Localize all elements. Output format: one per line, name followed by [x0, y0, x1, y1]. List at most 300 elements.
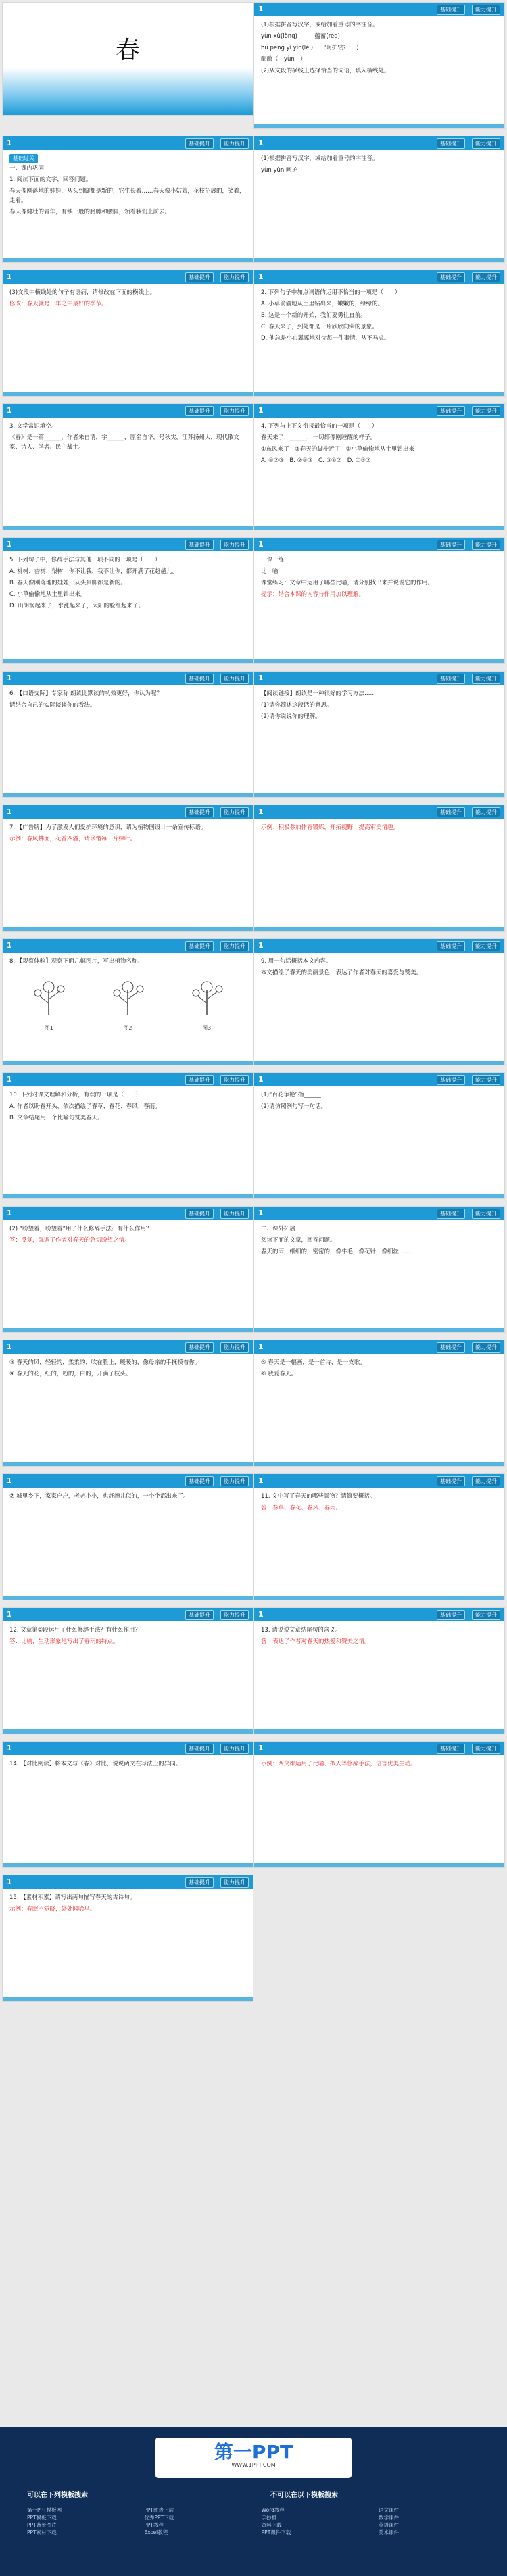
slide-footer-strip — [254, 659, 504, 663]
slide-content — [254, 685, 504, 728]
text-line: yùn yùn 呵护 — [261, 167, 298, 174]
text-line: 《春》是一篇______，作者朱自清，字______，原名自华，号秋实，江苏扬州人，现代散文家、诗人、学者、民主战士。 — [9, 434, 240, 451]
slide-footer-strip — [3, 1194, 253, 1198]
slide-content — [254, 819, 504, 838]
basic-improve-button[interactable]: 基础提升 — [437, 272, 465, 282]
basic-improve-button[interactable]: 基础提升 — [437, 1610, 465, 1620]
slide-content — [3, 1354, 253, 1385]
text-line: (2)从文段的横线上选择恰当的词语，填入横线处。 — [261, 68, 390, 74]
basic-improve-button[interactable]: 基础提升 — [185, 1209, 214, 1219]
text-line: 5. 下列句子中，修辞手法与其他三项不同的一项是（ ） — [9, 557, 161, 563]
ability-improve-button[interactable]: 能力提升 — [472, 1209, 500, 1219]
title-wave — [3, 68, 253, 115]
slide-content — [3, 150, 253, 223]
basic-improve-button[interactable]: 基础提升 — [185, 1342, 214, 1353]
slide-content — [254, 418, 504, 472]
slide-card — [254, 3, 504, 128]
text-line: ①东风来了 ②春天的脚步近了 ③小草偷偷地从土里钻出来 — [261, 446, 414, 453]
slide-content — [3, 284, 253, 315]
ability-improve-button[interactable]: 能力提升 — [472, 941, 500, 951]
basic-improve-button[interactable]: 基础提升 — [437, 674, 465, 684]
slide-card — [254, 672, 504, 797]
slide-footer-strip — [3, 1462, 253, 1466]
text-line: 比 喻 — [261, 568, 279, 575]
ad-link[interactable]: PPT素材下载 — [27, 2529, 57, 2535]
ad-link[interactable]: 数学课件 — [378, 2515, 399, 2521]
slide-header-bar — [3, 136, 253, 150]
basic-improve-button[interactable]: 基础提升 — [185, 540, 214, 550]
slide-card — [3, 1608, 253, 1734]
slide-footer-strip — [254, 927, 504, 931]
text-line: A. 作者以盼春开头，依次描绘了春草、春花、春风、春雨。 — [9, 1103, 161, 1110]
slide-number: 1 — [7, 1877, 12, 1886]
text-line: 9. 用一句话概括本文内容。 — [261, 958, 332, 965]
text-line: (1)“百花争艳”指______ — [261, 1092, 321, 1098]
slide-footer-strip — [3, 1061, 253, 1065]
slide-header-bar — [3, 538, 253, 551]
ability-improve-button[interactable]: 能力提升 — [220, 674, 249, 684]
slide-number: 1 — [258, 1744, 264, 1752]
slide-header-bar — [254, 1474, 504, 1488]
slide-number: 1 — [258, 138, 264, 147]
text-line: 示例：两文都运用了比喻、拟人等修辞手法，语言优美生动。 — [261, 1761, 416, 1767]
slide-card — [3, 805, 253, 931]
basic-improve-button[interactable]: 基础提升 — [437, 1342, 465, 1353]
slide-card — [254, 1207, 504, 1332]
slide-header-bar — [254, 3, 504, 16]
ability-improve-button[interactable]: 能力提升 — [472, 1342, 500, 1353]
slide-card — [254, 1474, 504, 1600]
ad-col-2 — [144, 2506, 245, 2536]
slide-card — [254, 538, 504, 663]
slide-content — [3, 551, 253, 617]
text-line: 7. 【广告牌】为了激发人们爱护环境的意识，请为植物园设计一条宣传标语。 — [9, 824, 207, 831]
slide-content — [254, 1621, 504, 1652]
text-line: B. 文章结尾用三个比喻句赞美春天。 — [9, 1115, 103, 1121]
slide-card — [254, 1340, 504, 1466]
text-line: (2)请你说说你的理解。 — [261, 713, 321, 720]
text-line: 修改：春天就是一年之中最好的季节。 — [9, 301, 107, 307]
slide-content — [3, 1220, 253, 1251]
slide-footer-strip — [3, 659, 253, 663]
brand-logo[interactable] — [155, 2438, 352, 2478]
brand-logo-text: 第一PPT — [214, 2441, 293, 2463]
ability-improve-button[interactable]: 能力提升 — [220, 1075, 249, 1085]
slide-card — [3, 1474, 253, 1600]
text-line: 提示：结合本课的内容与作用加以理解。 — [261, 591, 365, 598]
ability-improve-button[interactable]: 能力提升 — [472, 272, 500, 282]
slide-card — [3, 939, 253, 1065]
slide-content — [254, 551, 504, 605]
text-line: 本文描绘了春天的美丽景色，表达了作者对春天的喜爱与赞美。 — [261, 969, 422, 976]
text-line: 示例：积极参加体育锻炼，开拓视野，提高审美情趣。 — [261, 824, 400, 831]
slide-content — [3, 1621, 253, 1652]
ability-improve-button[interactable]: 能力提升 — [472, 1744, 500, 1754]
slide-header-bar — [254, 1608, 504, 1621]
plant-figure — [183, 973, 231, 1031]
text-line: 11. 文中写了春天的哪些景物？请简要概括。 — [261, 1493, 376, 1500]
ability-improve-button[interactable]: 能力提升 — [472, 540, 500, 550]
slide-header-bar — [3, 270, 253, 284]
basic-improve-button[interactable]: 基础提升 — [437, 807, 465, 817]
text-line: hú pēng yǐ yǐn(léi) '呵护'亦 ) — [261, 45, 359, 51]
slide-content — [3, 1086, 253, 1129]
slide-footer-strip — [254, 1596, 504, 1600]
slide-footer-strip — [254, 1462, 504, 1466]
slide-header-bar — [3, 672, 253, 685]
ad-col-4 — [379, 2506, 480, 2536]
slide-header-bar — [3, 1340, 253, 1354]
slide-footer-strip — [254, 1328, 504, 1332]
ad-link[interactable]: PPT背景图片 — [27, 2522, 57, 2528]
slide-header-bar — [3, 939, 253, 953]
slide-number: 1 — [7, 1075, 12, 1084]
ad-link[interactable]: 英语课件 — [378, 2522, 399, 2528]
slide-card — [254, 805, 504, 931]
text-line: ④ 春天的花，红的，粉的，白的，开满了枝头。 — [9, 1371, 132, 1378]
slide-footer-strip — [254, 1729, 504, 1734]
slide-content — [254, 1220, 504, 1263]
slide-footer-strip — [254, 526, 504, 530]
slide-header-bar — [254, 1207, 504, 1220]
slide-footer-strip — [254, 793, 504, 797]
section-badge: 基础过关 — [9, 154, 38, 163]
slide-content — [3, 1755, 253, 1775]
slide-number: 1 — [258, 807, 264, 816]
slide-footer-strip — [3, 258, 253, 262]
slide-number: 1 — [258, 272, 264, 281]
slide-content — [3, 418, 253, 458]
slide-number: 1 — [7, 807, 12, 816]
ad-col-3 — [262, 2506, 363, 2536]
slide-card — [254, 1742, 504, 1867]
ad-link[interactable]: PPT模板下载 — [27, 2515, 57, 2521]
slide-number: 1 — [258, 941, 264, 950]
slide-card — [254, 404, 504, 530]
slide-number: 1 — [258, 1342, 264, 1351]
slide-number: 1 — [258, 1610, 264, 1619]
ability-improve-button[interactable]: 能力提升 — [472, 138, 500, 149]
basic-improve-button[interactable]: 基础提升 — [185, 1075, 214, 1085]
ability-improve-button[interactable]: 能力提升 — [472, 1610, 500, 1620]
slide-content — [254, 1354, 504, 1385]
basic-improve-button[interactable]: 基础提升 — [185, 1610, 214, 1620]
slide-content — [254, 1488, 504, 1519]
slide-content — [3, 819, 253, 850]
ability-improve-button[interactable]: 能力提升 — [472, 406, 500, 416]
text-line: 1. 阅读下面的文字，回答问题。 — [9, 176, 92, 183]
slide-header-bar — [254, 538, 504, 551]
text-line: ③ 春天的风，轻轻的，柔柔的，吹在脸上，暖暖的，像母亲的手抚摸着你。 — [9, 1359, 201, 1366]
slide-header-bar — [254, 1073, 504, 1086]
slide-footer-strip — [3, 927, 253, 931]
text-line: 一课一练 — [261, 557, 285, 563]
slide-number: 1 — [258, 5, 264, 14]
ability-improve-button[interactable]: 能力提升 — [220, 1610, 249, 1620]
ability-improve-button[interactable]: 能力提升 — [472, 5, 500, 15]
text-line: 课堂练习：文章中运用了哪些比喻，请分别找出来并说说它的作用。 — [261, 580, 434, 586]
slide-header-bar — [3, 1073, 253, 1086]
title-text: 春 — [115, 36, 140, 64]
slide-footer-strip — [3, 1997, 253, 2001]
basic-improve-button[interactable]: 基础提升 — [185, 1877, 214, 1888]
slide-number: 1 — [258, 1476, 264, 1485]
text-line: 答：反复，强调了作者对春天的急切盼望之情。 — [9, 1237, 130, 1244]
slide-card — [254, 939, 504, 1065]
basic-improve-button[interactable]: 基础提升 — [185, 272, 214, 282]
slide-content — [254, 1755, 504, 1775]
text-line: C. 春天来了，到处都是一片欣欣向荣的景象。 — [261, 324, 378, 330]
text-line: 【阅读链接】朗读是一种很好的学习方法…… — [261, 690, 377, 697]
text-line: (1)根据拼音写汉字，或给加着重号的字注音。 — [261, 22, 379, 28]
slide-card — [3, 538, 253, 663]
text-line: A. ①②③ B. ②①③ C. ③①② D. ①③② — [261, 457, 371, 464]
ad-link[interactable]: 第一PPT模板网 — [27, 2507, 62, 2513]
title-slide — [3, 3, 253, 115]
slide-content — [254, 953, 504, 984]
slide-number: 1 — [258, 406, 264, 415]
basic-improve-button[interactable]: 基础提升 — [437, 138, 465, 149]
text-line: 春天像健壮的青年，有铁一般的胳膊和腰脚，领着我们上前去。 — [9, 209, 171, 216]
basic-improve-button[interactable]: 基础提升 — [185, 406, 214, 416]
text-line: 答：表达了作者对春天的热爱和赞美之情。 — [261, 1638, 370, 1645]
slide-number: 1 — [258, 540, 264, 549]
text-line: yùn xù(lòng) 蕴蓄(red) — [261, 33, 340, 40]
slide-footer-strip — [3, 1729, 253, 1734]
slide-header-bar — [254, 404, 504, 418]
basic-improve-button[interactable]: 基础提升 — [185, 674, 214, 684]
brand-logo-sub: WWW.1PPT.COM — [231, 2462, 276, 2468]
text-line: 15. 【素材积累】请写出两句描写春天的古诗句。 — [9, 1894, 136, 1901]
slide-header-bar — [254, 939, 504, 953]
slide-number: 1 — [7, 406, 12, 415]
text-line: 春天来了，______，一切都像刚睡醒的样子。 — [261, 434, 377, 441]
text-line: 示例：春风拂面，花香四溢，请珍惜每一片绿叶。 — [9, 836, 137, 842]
slide-footer-strip — [254, 1061, 504, 1065]
slide-card — [254, 1073, 504, 1198]
ad-link[interactable]: Excel教程 — [144, 2529, 168, 2535]
text-line: 12. 文章第②段运用了什么修辞手法？有什么作用？ — [9, 1627, 141, 1634]
text-line: 二、课外拓展 — [261, 1226, 296, 1232]
ad-link[interactable]: Word教程 — [261, 2507, 285, 2513]
slide-number: 1 — [258, 1075, 264, 1084]
slide-content — [254, 16, 504, 82]
ability-improve-button[interactable]: 能力提升 — [220, 1877, 249, 1888]
text-line: 答：春草、春花、春风、春雨。 — [261, 1505, 342, 1511]
slide-content — [254, 150, 504, 181]
text-line: 13. 请说说文章结尾句的含义。 — [261, 1627, 341, 1634]
ad-link[interactable]: 语文课件 — [378, 2507, 399, 2513]
slide-card — [254, 136, 504, 262]
ability-improve-button[interactable]: 能力提升 — [220, 1342, 249, 1353]
plant-caption: 图2 — [123, 1025, 132, 1031]
ability-improve-button[interactable]: 能力提升 — [472, 1476, 500, 1486]
slide-header-bar — [254, 270, 504, 284]
slide-card — [3, 1742, 253, 1867]
slide-content — [254, 284, 504, 349]
text-line: 6. 【口语交际】专家称 朗读比默读的功效更好，你认为呢？ — [9, 690, 163, 697]
plant-sketch-icon — [183, 973, 231, 1020]
text-line: D. 他总是小心翼翼地对待每一件事情，从不马虎。 — [261, 335, 390, 342]
basic-improve-button[interactable]: 基础提升 — [185, 1476, 214, 1486]
text-line: ⑤ 春天是一幅画，是一首诗，是一支歌。 — [261, 1359, 366, 1366]
ability-improve-button[interactable]: 能力提升 — [220, 138, 249, 149]
slide-number: 1 — [7, 1610, 12, 1619]
slogan-right: 不可以在以下模板搜索 — [270, 2492, 338, 2499]
plant-caption: 图3 — [202, 1025, 212, 1031]
text-line: 阅读下面的文章，回答问题。 — [261, 1237, 336, 1244]
basic-improve-button[interactable]: 基础提升 — [437, 941, 465, 951]
slide-number: 1 — [7, 540, 12, 549]
slide-number: 1 — [7, 1209, 12, 1217]
ability-improve-button[interactable]: 能力提升 — [472, 674, 500, 684]
slide-content — [3, 685, 253, 716]
text-line: 示例：春眠不觉晓，处处闻啼鸟。 — [9, 1906, 96, 1913]
text-line: A. 小草偷偷地从土里钻出来，嫩嫩的，绿绿的。 — [261, 301, 384, 307]
slide-card — [3, 1207, 253, 1332]
slide-footer-strip — [254, 258, 504, 262]
slide-footer-strip — [254, 392, 504, 396]
plant-caption: 图1 — [44, 1025, 53, 1031]
ability-improve-button[interactable]: 能力提升 — [220, 406, 249, 416]
slide-header-bar — [254, 1340, 504, 1354]
basic-improve-button[interactable]: 基础提升 — [437, 5, 465, 15]
slide-number: 1 — [258, 674, 264, 682]
slide-card — [254, 270, 504, 396]
slide-header-bar — [3, 404, 253, 418]
text-line: (2)请仿照例句写一句话。 — [261, 1103, 327, 1110]
slide-footer-strip — [3, 1328, 253, 1332]
text-line: 请结合自己的实际谈谈你的看法。 — [9, 702, 96, 709]
ad-link[interactable]: PPT图表下载 — [144, 2507, 174, 2513]
slide-content — [3, 1889, 253, 1920]
text-line: (2) “盼望着，盼望着”用了什么修辞手法？有什么作用？ — [9, 1226, 152, 1232]
text-line: 4. 下列与上下文衔接最恰当的一项是（ ） — [261, 423, 378, 430]
slogan-left: 可以在下列模板搜索 — [27, 2492, 88, 2499]
text-line: ⑥ 我爱春天。 — [261, 1371, 297, 1378]
slide-card — [3, 1875, 253, 2001]
slide-header-bar — [3, 805, 253, 819]
text-line: ⑦ 城里乡下，家家户户，老老小小，也赶趟儿似的，一个个都出来了。 — [9, 1493, 189, 1500]
text-line: 春天的雨，细细的，密密的，像牛毛，像花针，像细丝…… — [261, 1248, 411, 1255]
text-line: D. 山朗润起来了，水涨起来了，太阳的脸红起来了。 — [9, 603, 144, 609]
ad-link[interactable]: PPT课件下载 — [261, 2529, 291, 2535]
slide-footer-strip — [3, 1596, 253, 1600]
slide-card — [3, 1073, 253, 1198]
ability-improve-button[interactable]: 能力提升 — [220, 272, 249, 282]
slide-header-bar — [3, 1474, 253, 1488]
ability-improve-button[interactable]: 能力提升 — [472, 1075, 500, 1085]
slide-number: 1 — [7, 1342, 12, 1351]
ad-col-1 — [27, 2506, 128, 2536]
slide-header-bar — [254, 136, 504, 150]
text-line: 答：比喻，生动形象地写出了春雨的特点。 — [9, 1638, 119, 1645]
plant-images — [9, 973, 246, 1031]
ability-improve-button[interactable]: 能力提升 — [220, 941, 249, 951]
text-line: C. 小草偷偷地从土里钻出来。 — [9, 591, 87, 598]
text-line: 春天像刚落地的娃娃，从头到脚都是新的，它生长着……春天像小姑娘，花枝招展的，笑着，走着。 — [9, 188, 245, 204]
basic-improve-button[interactable]: 基础提升 — [185, 941, 214, 951]
slide-number: 1 — [7, 272, 12, 281]
text-line: (1)根据拼音写汉字，或给加着重号的字注音。 — [261, 155, 379, 162]
basic-improve-button[interactable]: 基础提升 — [185, 138, 214, 149]
slide-header-bar — [3, 1742, 253, 1755]
ad-footer — [0, 2427, 507, 2576]
ability-improve-button[interactable]: 能力提升 — [472, 807, 500, 817]
plant-figure — [25, 973, 72, 1031]
slide-footer-strip — [254, 1863, 504, 1867]
basic-improve-button[interactable]: 基础提升 — [437, 406, 465, 416]
slide-footer-strip — [254, 124, 504, 128]
slide-header-bar — [254, 1742, 504, 1755]
ad-link[interactable]: 优秀PPT下载 — [144, 2515, 174, 2521]
slide-footer-strip — [3, 793, 253, 797]
ad-link[interactable]: 手抄报 — [261, 2515, 277, 2521]
text-line: 14. 【对比阅读】将本文与《春》对比，说说两文在写法上的异同。 — [9, 1761, 182, 1767]
plant-sketch-icon — [104, 973, 151, 1020]
ability-improve-button[interactable]: 能力提升 — [220, 540, 249, 550]
ad-link[interactable]: 资料下载 — [261, 2522, 282, 2528]
slide-header-bar — [3, 1608, 253, 1621]
ability-improve-button[interactable]: 能力提升 — [220, 1209, 249, 1219]
slide-header-bar — [3, 1875, 253, 1889]
text-line: 3. 文学常识填空。 — [9, 423, 57, 430]
slide-card — [3, 270, 253, 396]
slide-content — [3, 953, 253, 1031]
basic-improve-button[interactable]: 基础提升 — [437, 1476, 465, 1486]
plant-sketch-icon — [25, 973, 72, 1020]
ad-columns — [27, 2506, 480, 2536]
slide-number: 1 — [7, 674, 12, 682]
text-line: 酝酿（ yùn ） — [261, 56, 306, 63]
basic-improve-button[interactable]: 基础提升 — [437, 1209, 465, 1219]
ability-improve-button[interactable]: 能力提升 — [220, 1476, 249, 1486]
slide-card — [3, 1340, 253, 1466]
text-line: 10. 下列对课文理解和分析，有误的一项是（ ） — [9, 1092, 141, 1098]
text-line: 8. 【观察体验】观察下面几幅图片，写出植物名称。 — [9, 958, 143, 965]
ad-link[interactable]: PPT教程 — [144, 2522, 164, 2528]
basic-improve-button[interactable]: 基础提升 — [437, 1744, 465, 1754]
ability-improve-button[interactable]: 能力提升 — [220, 1744, 249, 1754]
slide-content — [3, 1488, 253, 1507]
text-line: (3)文段中横线处的句子有语病，请修改在下面的横线上。 — [9, 289, 156, 296]
slide-footer-strip — [3, 392, 253, 396]
text-line: B. 春天像刚落地的娃娃，从头到脚都是新的。 — [9, 580, 126, 586]
slide-number: 1 — [258, 1209, 264, 1217]
basic-improve-button[interactable]: 基础提升 — [185, 1744, 214, 1754]
slide-number: 1 — [7, 138, 12, 147]
slide-card — [3, 672, 253, 797]
basic-improve-button[interactable]: 基础提升 — [437, 1075, 465, 1085]
slide-footer-strip — [3, 526, 253, 530]
ad-link[interactable]: 美术课件 — [378, 2529, 399, 2535]
slide-number: 1 — [7, 1476, 12, 1485]
slide-card — [3, 404, 253, 530]
slide-card — [254, 1608, 504, 1734]
slide-header-bar — [254, 805, 504, 819]
slide-footer-strip — [254, 1194, 504, 1198]
text-line: 一、课内巩固 — [9, 165, 45, 172]
basic-improve-button[interactable]: 基础提升 — [437, 540, 465, 550]
slide-number: 1 — [7, 1744, 12, 1752]
text-line: B. 这是一个新的开始，我们要勇往直前。 — [261, 312, 366, 319]
slide-header-bar — [3, 1207, 253, 1220]
slide-number: 1 — [7, 941, 12, 950]
basic-improve-button[interactable]: 基础提升 — [185, 807, 214, 817]
ability-improve-button[interactable]: 能力提升 — [220, 807, 249, 817]
slide-footer-strip — [3, 1863, 253, 1867]
text-line: (1)请你简述这段话的意思。 — [261, 702, 333, 709]
